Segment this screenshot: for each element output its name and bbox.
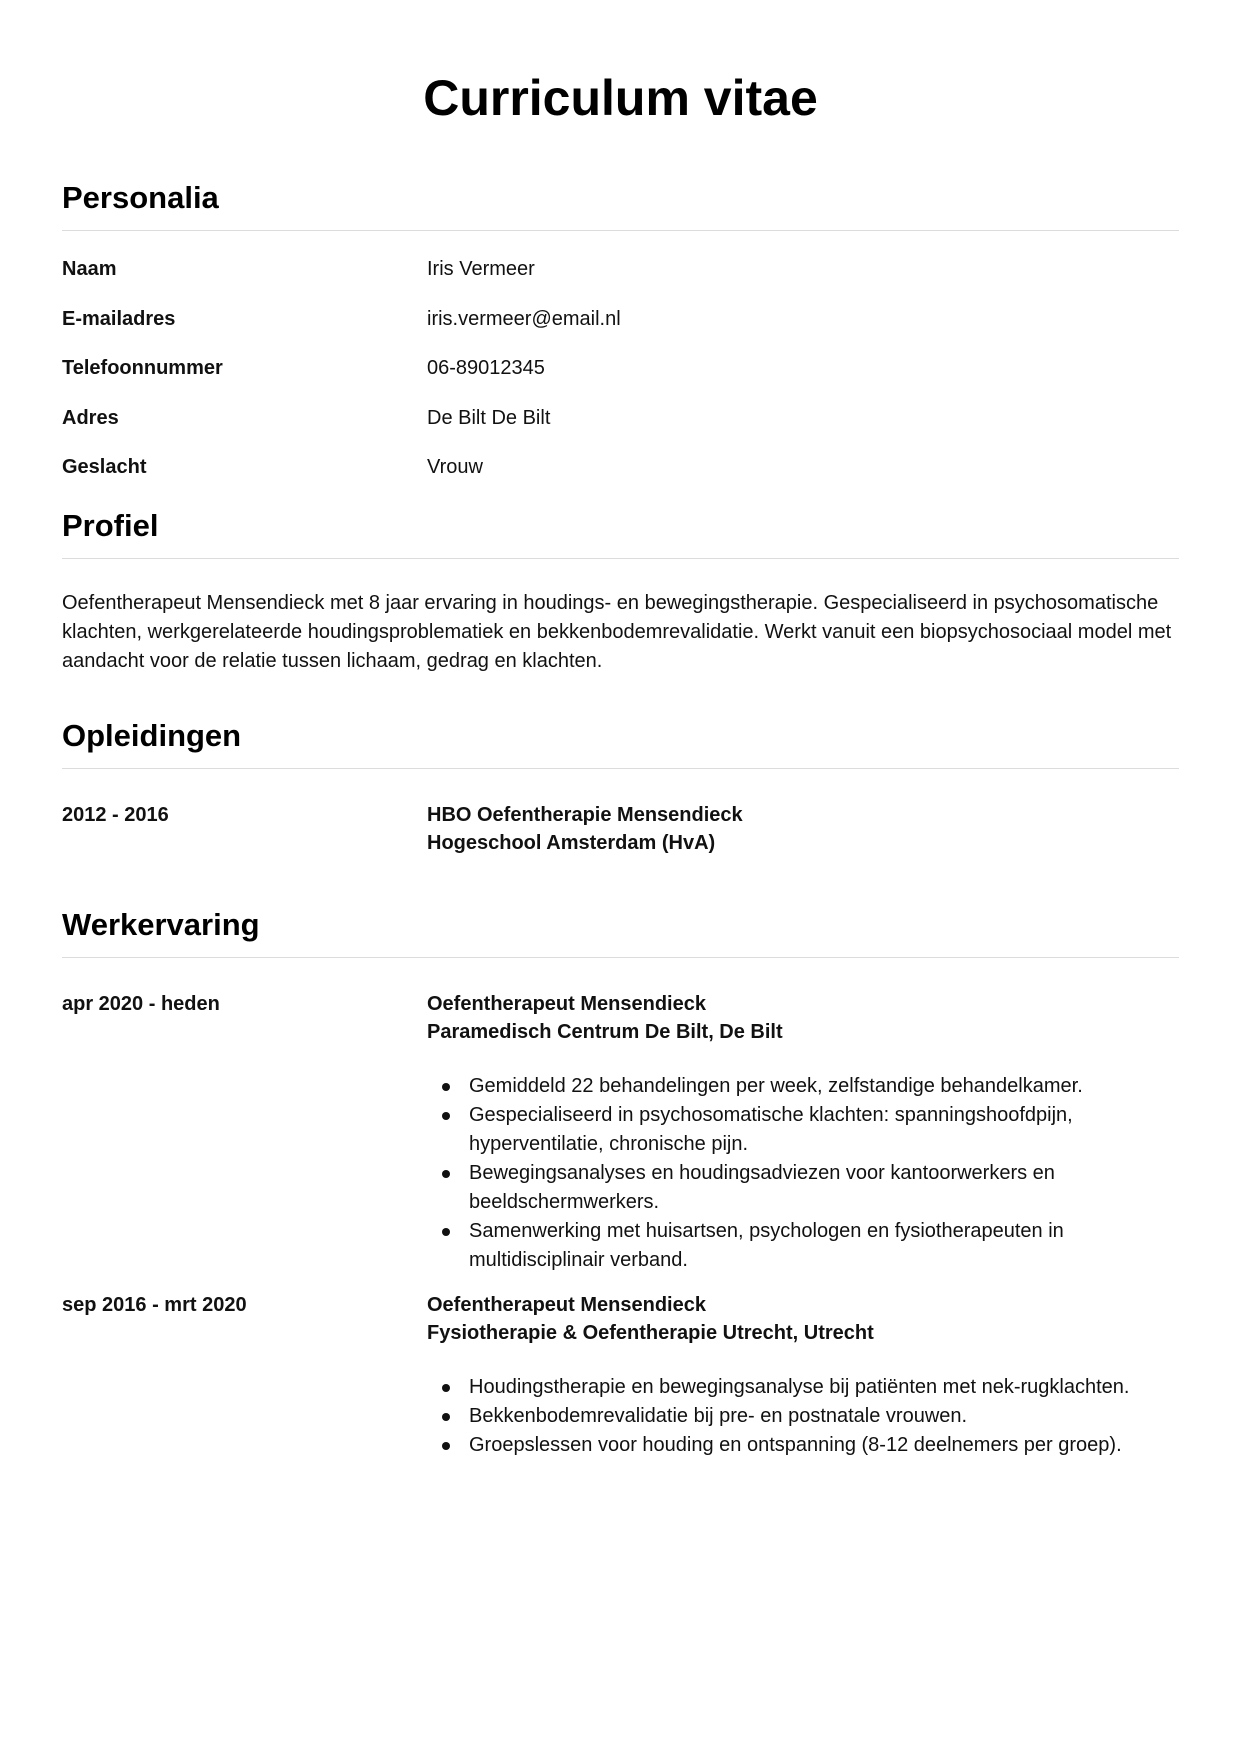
work-entry <box>62 1275 1179 1460</box>
work-entry <box>62 958 1179 1275</box>
section-profiel <box>62 506 1179 676</box>
section-heading-werkervaring: Werkervaring <box>62 905 1179 958</box>
bullet-icon <box>442 1384 450 1392</box>
entry-period: sep 2016 - mrt 2020 <box>62 1293 247 1316</box>
field-value: Vrouw <box>427 456 483 478</box>
list-item <box>469 1217 1179 1275</box>
section-personalia <box>62 178 1179 504</box>
list-item-text: Gemiddeld 22 behandelingen per week, zelfstandige behandelkamer. <box>469 1074 1083 1097</box>
bullet-icon <box>442 1170 450 1178</box>
section-heading-profiel: Profiel <box>62 506 1179 559</box>
list-item-text: Groepslessen voor houding en ontspanning (8-12 deelnemers per groep). <box>469 1433 1122 1456</box>
field-value: iris.vermeer@email.nl <box>427 307 621 330</box>
list-item <box>469 1101 1179 1159</box>
bullet-icon <box>442 1413 450 1421</box>
entry-title: Oefentherapeut Mensendieck <box>427 992 706 1015</box>
personalia-row-telefoon <box>62 355 1179 405</box>
field-label: Adres <box>62 406 119 429</box>
personalia-row-email <box>62 306 1179 356</box>
personalia-row-naam <box>62 256 1179 306</box>
document-title: Curriculum vitae <box>423 70 818 126</box>
bullet-icon <box>442 1442 450 1450</box>
field-value: 06-89012345 <box>427 357 545 379</box>
entry-body <box>427 801 1179 857</box>
list-item-text: Houdingstherapie en bewegingsanalyse bij patiënten met nek-rugklachten. <box>469 1375 1130 1398</box>
entry-period: apr 2020 - heden <box>62 992 220 1015</box>
bullet-icon <box>442 1228 450 1236</box>
entry-title: Oefentherapeut Mensendieck <box>427 1293 706 1316</box>
personalia-row-adres <box>62 405 1179 455</box>
list-item <box>469 1072 1179 1101</box>
section-opleidingen <box>62 716 1179 857</box>
bullet-list <box>427 1373 1179 1460</box>
field-label: Naam <box>62 258 117 280</box>
list-item <box>469 1402 1179 1431</box>
list-item-text: Gespecialiseerd in psychosomatische klachten: spanningshoofdpijn, hyperventilatie, chronische pijn. <box>469 1103 1073 1155</box>
section-heading-personalia: Personalia <box>62 178 1179 231</box>
section-heading-opleidingen: Opleidingen <box>62 716 1179 769</box>
list-item-text: Samenwerking met huisartsen, psychologen en fysiotherapeuten in multidisciplinair verband. <box>469 1219 1064 1271</box>
personalia-list <box>62 231 1179 504</box>
bullet-list <box>427 1072 1179 1275</box>
section-werkervaring <box>62 905 1179 1460</box>
education-entry <box>62 769 1179 857</box>
profile-text: Oefentherapeut Mensendieck met 8 jaar ervaring in houdings- en bewegingstherapie. Gespecialiseerd in psychosomatische klachten, werkgerelateerde houdingsproblematiek en bekkenbodemrevalidatie. Werkt vanuit een biopsychosociaal model met aandacht voor de relatie tussen lichaam, gedrag en klachten. <box>62 591 1172 672</box>
entry-body <box>427 990 1179 1275</box>
entry-organization: Fysiotherapie & Oefentherapie Utrecht, Utrecht <box>427 1321 874 1344</box>
list-item-text: Bewegingsanalyses en houdingsadviezen voor kantoorwerkers en beeldschermwerkers. <box>469 1161 1055 1213</box>
list-item <box>469 1431 1179 1460</box>
list-item-text: Bekkenbodemrevalidatie bij pre- en postnatale vrouwen. <box>469 1404 968 1427</box>
field-label: E-mailadres <box>62 307 176 330</box>
list-item <box>469 1159 1179 1217</box>
entry-organization: Hogeschool Amsterdam (HvA) <box>427 831 716 854</box>
entry-organization: Paramedisch Centrum De Bilt, De Bilt <box>427 1020 783 1043</box>
entry-period: 2012 - 2016 <box>62 803 169 826</box>
personalia-row-geslacht <box>62 454 1179 504</box>
entry-title: HBO Oefentherapie Mensendieck <box>427 803 743 826</box>
bullet-icon <box>442 1112 450 1120</box>
entry-body <box>427 1291 1179 1460</box>
bullet-icon <box>442 1083 450 1091</box>
list-item <box>469 1373 1179 1402</box>
field-label: Geslacht <box>62 456 147 478</box>
field-value: Iris Vermeer <box>427 258 535 280</box>
field-value: De Bilt De Bilt <box>427 406 551 429</box>
field-label: Telefoonnummer <box>62 357 223 379</box>
